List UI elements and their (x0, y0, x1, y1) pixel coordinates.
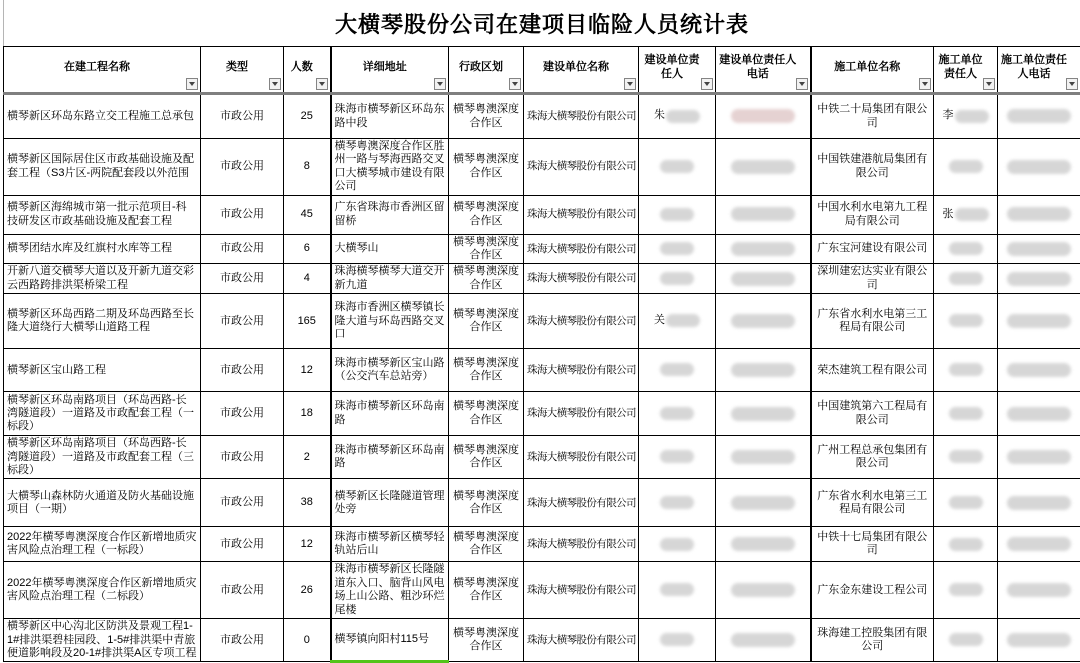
contractor-name-cell[interactable]: 中国铁建港航局集团有限公司 (811, 139, 934, 196)
district-cell[interactable]: 横琴粤澳深度合作区 (449, 294, 524, 349)
redacted-text (949, 314, 983, 327)
owner-person-cell[interactable] (639, 264, 716, 294)
address-cell[interactable]: 横琴粤澳深度合作区胜州一路与琴海西路交叉口大横琴城市建设有限公司 (331, 139, 449, 196)
owner-phone-cell[interactable] (716, 527, 811, 562)
table-row (4, 562, 1080, 619)
contractor-person-cell[interactable] (934, 94, 998, 139)
owner-person-cell[interactable] (639, 562, 716, 619)
district-cell[interactable]: 横琴粤澳深度合作区 (449, 562, 524, 619)
project-name-cell[interactable]: 横琴新区宝山路工程 (4, 349, 201, 392)
redacted-text (731, 109, 795, 123)
district-cell[interactable]: 横琴粤澳深度合作区 (449, 139, 524, 196)
table-row (4, 264, 1080, 294)
type-cell[interactable]: 市政公用 (201, 392, 284, 436)
contractor-person-cell[interactable] (934, 527, 998, 562)
owner-phone-cell[interactable] (716, 349, 811, 392)
contractor-phone-cell[interactable] (998, 349, 1080, 392)
contractor-person-cell[interactable] (934, 294, 998, 349)
owner-name-cell[interactable]: 珠海大横琴股份有限公司 (524, 349, 639, 392)
owner-phone-cell[interactable] (716, 619, 811, 662)
count-cell[interactable]: 12 (284, 527, 331, 562)
address-cell[interactable]: 珠海市横琴新区长隆隧道东入口、脑背山风电场上山公路、粗沙环烂尾楼 (331, 562, 449, 619)
type-cell[interactable]: 市政公用 (201, 264, 284, 294)
contractor-phone-cell[interactable] (998, 234, 1080, 264)
redacted-text (660, 208, 694, 221)
owner-name-cell[interactable]: 珠海大横琴股份有限公司 (524, 436, 639, 479)
address-cell[interactable]: 珠海市香洲区横琴镇长隆大道与环岛西路交叉口 (331, 294, 449, 349)
owner-name-cell[interactable]: 珠海大横琴股份有限公司 (524, 139, 639, 196)
table-row (4, 294, 1080, 349)
contractor-person-cell[interactable] (934, 195, 998, 234)
project-name-cell[interactable]: 横琴新区海绵城市第一批示范项目-科技研发区市政基础设施及配套工程 (4, 195, 201, 234)
district-cell[interactable]: 横琴粤澳深度合作区 (449, 619, 524, 662)
owner-person-cell[interactable] (639, 294, 716, 349)
type-cell[interactable]: 市政公用 (201, 195, 284, 234)
table-row (4, 436, 1080, 479)
owner-phone-cell[interactable] (716, 392, 811, 436)
contractor-phone-cell[interactable] (998, 619, 1080, 662)
owner-person-cell[interactable] (639, 139, 716, 196)
contractor-person-cell[interactable] (934, 392, 998, 436)
redacted-text (731, 242, 795, 256)
address-cell[interactable]: 广东省珠海市香洲区留留桥 (331, 195, 449, 234)
column-header-contractor_phone (998, 47, 1080, 94)
count-cell[interactable]: 12 (284, 349, 331, 392)
owner-name-cell[interactable]: 珠海大横琴股份有限公司 (524, 264, 639, 294)
count-cell[interactable]: 165 (284, 294, 331, 349)
type-cell[interactable]: 市政公用 (201, 479, 284, 527)
type-cell[interactable]: 市政公用 (201, 139, 284, 196)
column-label: 建设单位名称 (543, 61, 609, 73)
project-name-cell[interactable]: 横琴新区国际居住区市政基础设施及配套工程（S3片区-两院配套段以外范围 (4, 139, 201, 196)
redacted-text (1007, 583, 1071, 597)
column-header-name (4, 47, 201, 94)
redacted-text (949, 633, 983, 646)
column-header-contractor_person (934, 47, 998, 94)
redacted-text (731, 314, 795, 328)
contractor-name-cell[interactable]: 广东宝河建设有限公司 (811, 234, 934, 264)
table-header-row (4, 47, 1080, 94)
redacted-text (1007, 109, 1071, 123)
redacted-text (660, 363, 694, 376)
contractor-person-cell[interactable] (934, 619, 998, 662)
redacted-text (660, 272, 694, 285)
contractor-phone-cell[interactable] (998, 479, 1080, 527)
redacted-text (660, 407, 694, 420)
column-label: 建设单位责任人 (645, 54, 700, 80)
owner-name-cell[interactable]: 珠海大横琴股份有限公司 (524, 195, 639, 234)
redacted-text (1007, 272, 1071, 286)
contractor-name-cell[interactable]: 荣杰建筑工程有限公司 (811, 349, 934, 392)
redacted-text (949, 450, 983, 463)
project-name-cell[interactable]: 大横琴山森林防火通道及防火基础设施项目（一期） (4, 479, 201, 527)
redacted-text (666, 314, 700, 327)
column-label: 建设单位责任人电话 (719, 54, 796, 80)
contractor-name-cell[interactable]: 广州工程总承包集团有限公司 (811, 436, 934, 479)
filter-dropdown-icon[interactable] (509, 78, 521, 90)
column-header-address (331, 47, 449, 94)
filter-dropdown-icon[interactable] (624, 78, 636, 90)
owner-name-cell[interactable]: 珠海大横琴股份有限公司 (524, 234, 639, 264)
table-row (4, 234, 1080, 264)
table-row (4, 139, 1080, 196)
owner-name-cell[interactable]: 珠海大横琴股份有限公司 (524, 94, 639, 139)
contractor-name-cell[interactable]: 中铁十七局集团有限公司 (811, 527, 934, 562)
owner-person-cell[interactable] (639, 195, 716, 234)
column-label: 施工单位责任人电话 (1001, 54, 1067, 80)
contractor-name-cell[interactable]: 中铁二十局集团有限公司 (811, 94, 934, 139)
owner-phone-cell[interactable] (716, 562, 811, 619)
column-label: 详细地址 (363, 61, 407, 73)
project-name-cell[interactable]: 2022年横琴粤澳深度合作区新增地质灾害风险点治理工程（一标段） (4, 527, 201, 562)
filter-dropdown-icon[interactable] (316, 78, 328, 90)
redacted-text (666, 110, 700, 123)
district-cell[interactable]: 横琴粤澳深度合作区 (449, 195, 524, 234)
address-cell[interactable]: 横琴新区长隆隧道管理处旁 (331, 479, 449, 527)
count-cell[interactable]: 2 (284, 436, 331, 479)
contractor-person-cell[interactable] (934, 349, 998, 392)
project-name-cell[interactable]: 横琴新区环岛南路项目（环岛西路-长湾隧道段）一道路及市政配套工程（一标段） (4, 392, 201, 436)
redacted-text (955, 110, 989, 123)
owner-person-cell[interactable] (639, 234, 716, 264)
redacted-text (731, 633, 795, 647)
owner-name-cell[interactable]: 珠海大横琴股份有限公司 (524, 619, 639, 662)
title-row (3, 0, 1080, 46)
redacted-text (731, 450, 795, 464)
column-label: 在建工程名称 (64, 61, 130, 73)
filter-dropdown-icon[interactable] (796, 78, 808, 90)
district-cell[interactable]: 横琴粤澳深度合作区 (449, 234, 524, 264)
column-label: 施工单位责任人 (939, 54, 983, 80)
redacted-text (955, 208, 989, 221)
redacted-text (660, 160, 694, 173)
project-name-cell[interactable]: 横琴新区中心沟北区防洪及景观工程1-1#排洪渠碧桂园段、1-5#排洪渠中青旅便道影响段及20-1#排洪渠A区专项工程 (4, 619, 201, 662)
redacted-text (1007, 450, 1071, 464)
owner-phone-cell[interactable] (716, 139, 811, 196)
address-cell[interactable]: 珠海横琴横琴大道交开新九道 (331, 264, 449, 294)
contractor-person-cell[interactable] (934, 436, 998, 479)
page-title: 大横琴股份公司在建项目临险人员统计表 (335, 8, 749, 39)
count-cell[interactable]: 25 (284, 94, 331, 139)
table-row (4, 94, 1080, 139)
owner-phone-cell[interactable] (716, 264, 811, 294)
contractor-person-cell[interactable] (934, 264, 998, 294)
owner-person-cell[interactable] (639, 436, 716, 479)
filter-dropdown-icon[interactable] (1066, 78, 1078, 90)
redacted-text (949, 583, 983, 596)
district-cell[interactable]: 横琴粤澳深度合作区 (449, 436, 524, 479)
contractor-phone-cell[interactable] (998, 527, 1080, 562)
redacted-text (1007, 407, 1071, 421)
redacted-text (731, 363, 795, 377)
redacted-text (731, 583, 795, 597)
projects-table (3, 46, 1080, 663)
table-row (4, 479, 1080, 527)
redacted-text (1007, 496, 1071, 510)
type-cell[interactable]: 市政公用 (201, 94, 284, 139)
contractor-phone-cell[interactable] (998, 294, 1080, 349)
count-cell[interactable]: 0 (284, 619, 331, 662)
type-cell[interactable]: 市政公用 (201, 619, 284, 662)
filter-dropdown-icon[interactable] (269, 78, 281, 90)
project-name-cell[interactable]: 横琴新区环岛南路项目（环岛西路-长湾隧道段）一道路及市政配套工程（三标段） (4, 436, 201, 479)
contractor-name-cell[interactable]: 广东省水利水电第三工程局有限公司 (811, 479, 934, 527)
address-cell[interactable]: 珠海市横琴新区环岛南路 (331, 392, 449, 436)
table-row (4, 392, 1080, 436)
district-cell[interactable]: 横琴粤澳深度合作区 (449, 479, 524, 527)
contractor-name-cell[interactable]: 珠海建工控股集团有限公司 (811, 619, 934, 662)
redacted-text (1007, 207, 1071, 221)
redacted-text (731, 207, 795, 221)
filter-dropdown-icon[interactable] (983, 78, 995, 90)
contractor-name-cell[interactable]: 广东金东建设工程公司 (811, 562, 934, 619)
owner-phone-cell[interactable] (716, 479, 811, 527)
redacted-text (1007, 537, 1071, 551)
table-row (4, 195, 1080, 234)
redacted-text (731, 160, 795, 174)
district-cell[interactable]: 横琴粤澳深度合作区 (449, 392, 524, 436)
district-cell[interactable]: 横琴粤澳深度合作区 (449, 527, 524, 562)
address-cell[interactable]: 横琴镇向阳村115号 (331, 619, 449, 662)
project-name-cell[interactable]: 2022年横琴粤澳深度合作区新增地质灾害风险点治理工程（二标段） (4, 562, 201, 619)
owner-phone-cell[interactable] (716, 294, 811, 349)
type-cell[interactable]: 市政公用 (201, 294, 284, 349)
contractor-person-cell[interactable] (934, 139, 998, 196)
address-cell[interactable]: 珠海市横琴新区环岛南路 (331, 436, 449, 479)
owner-person-cell[interactable] (639, 392, 716, 436)
redacted-text (660, 538, 694, 551)
address-cell[interactable]: 珠海市横琴新区横琴轻轨站后山 (331, 527, 449, 562)
column-header-owner_person (639, 47, 716, 94)
column-label: 施工单位名称 (834, 61, 900, 73)
redacted-text (949, 160, 983, 173)
partial-name-char: 李 (943, 109, 954, 121)
owner-phone-cell[interactable] (716, 195, 811, 234)
filter-dropdown-icon[interactable] (919, 78, 931, 90)
owner-person-cell[interactable] (639, 349, 716, 392)
type-cell[interactable]: 市政公用 (201, 562, 284, 619)
count-cell[interactable]: 45 (284, 195, 331, 234)
redacted-text (731, 496, 795, 510)
contractor-person-cell[interactable] (934, 234, 998, 264)
redacted-text (660, 583, 694, 596)
owner-person-cell[interactable] (639, 479, 716, 527)
redacted-text (1007, 633, 1071, 647)
contractor-name-cell[interactable]: 中国建筑第六工程局有限公司 (811, 392, 934, 436)
column-label: 类型 (226, 61, 248, 73)
redacted-text (949, 407, 983, 420)
contractor-person-cell[interactable] (934, 479, 998, 527)
project-name-cell[interactable]: 开新八道交横琴大道以及开新九道交彩云西路跨排洪渠桥梁工程 (4, 264, 201, 294)
column-label: 人数 (291, 61, 313, 73)
column-label: 行政区划 (459, 61, 503, 73)
count-cell[interactable]: 26 (284, 562, 331, 619)
count-cell[interactable]: 38 (284, 479, 331, 527)
redacted-text (731, 407, 795, 421)
column-header-owner_phone (716, 47, 811, 94)
redacted-text (1007, 160, 1071, 174)
table-row (4, 349, 1080, 392)
owner-name-cell[interactable]: 珠海大横琴股份有限公司 (524, 392, 639, 436)
contractor-name-cell[interactable]: 广东省水利水电第三工程局有限公司 (811, 294, 934, 349)
redacted-text (949, 538, 983, 551)
partial-name-char: 张 (943, 208, 954, 220)
owner-name-cell[interactable]: 珠海大横琴股份有限公司 (524, 527, 639, 562)
project-name-cell[interactable]: 横琴团结水库及红旗村水库等工程 (4, 234, 201, 264)
redacted-text (731, 272, 795, 286)
type-cell[interactable]: 市政公用 (201, 436, 284, 479)
contractor-phone-cell[interactable] (998, 94, 1080, 139)
redacted-text (660, 633, 694, 646)
column-header-owner (524, 47, 639, 94)
filter-dropdown-icon[interactable] (186, 78, 198, 90)
address-cell[interactable]: 大横琴山 (331, 234, 449, 264)
owner-name-cell[interactable]: 珠海大横琴股份有限公司 (524, 562, 639, 619)
column-header-district (449, 47, 524, 94)
owner-person-cell[interactable] (639, 527, 716, 562)
table-row (4, 527, 1080, 562)
count-cell[interactable]: 8 (284, 139, 331, 196)
contractor-phone-cell[interactable] (998, 139, 1080, 196)
contractor-phone-cell[interactable] (998, 264, 1080, 294)
address-cell[interactable]: 珠海市横琴新区宝山路（公交汽车总站旁） (331, 349, 449, 392)
contractor-phone-cell[interactable] (998, 195, 1080, 234)
redacted-text (660, 450, 694, 463)
filter-dropdown-icon[interactable] (434, 78, 446, 90)
redacted-text (1007, 363, 1071, 377)
redacted-text (660, 496, 694, 509)
owner-name-cell[interactable]: 珠海大横琴股份有限公司 (524, 479, 639, 527)
column-header-count (284, 47, 331, 94)
contractor-phone-cell[interactable] (998, 436, 1080, 479)
redacted-text (949, 272, 983, 285)
redacted-text (949, 242, 983, 255)
address-cell[interactable]: 珠海市横琴新区环岛东路中段 (331, 94, 449, 139)
type-cell[interactable]: 市政公用 (201, 349, 284, 392)
owner-name-cell[interactable]: 珠海大横琴股份有限公司 (524, 294, 639, 349)
district-cell[interactable]: 横琴粤澳深度合作区 (449, 264, 524, 294)
type-cell[interactable]: 市政公用 (201, 527, 284, 562)
project-name-cell[interactable]: 横琴新区环岛西路二期及环岛西路至长隆大道绕行大横琴山道路工程 (4, 294, 201, 349)
column-header-contractor (811, 47, 934, 94)
contractor-phone-cell[interactable] (998, 392, 1080, 436)
redacted-text (949, 363, 983, 376)
redacted-text (1007, 314, 1071, 328)
owner-phone-cell[interactable] (716, 234, 811, 264)
owner-person-cell[interactable] (639, 619, 716, 662)
owner-phone-cell[interactable] (716, 436, 811, 479)
filter-dropdown-icon[interactable] (701, 78, 713, 90)
table-row (4, 619, 1080, 662)
district-cell[interactable]: 横琴粤澳深度合作区 (449, 349, 524, 392)
redacted-text (731, 537, 795, 551)
district-cell[interactable]: 横琴粤澳深度合作区 (449, 94, 524, 139)
redacted-text (660, 242, 694, 255)
contractor-name-cell[interactable]: 中国水利水电第九工程局有限公司 (811, 195, 934, 234)
partial-name-char: 关 (654, 314, 665, 326)
contractor-phone-cell[interactable] (998, 562, 1080, 619)
column-header-type (201, 47, 284, 94)
redacted-text (949, 496, 983, 509)
partial-name-char: 朱 (654, 109, 665, 121)
count-cell[interactable]: 18 (284, 392, 331, 436)
count-cell[interactable]: 4 (284, 264, 331, 294)
owner-phone-cell[interactable] (716, 94, 811, 139)
type-cell[interactable]: 市政公用 (201, 234, 284, 264)
project-name-cell[interactable]: 横琴新区环岛东路立交工程施工总承包 (4, 94, 201, 139)
redacted-text (1007, 242, 1071, 256)
contractor-person-cell[interactable] (934, 562, 998, 619)
contractor-name-cell[interactable]: 深圳建宏达实业有限公司 (811, 264, 934, 294)
owner-person-cell[interactable] (639, 94, 716, 139)
count-cell[interactable]: 6 (284, 234, 331, 264)
